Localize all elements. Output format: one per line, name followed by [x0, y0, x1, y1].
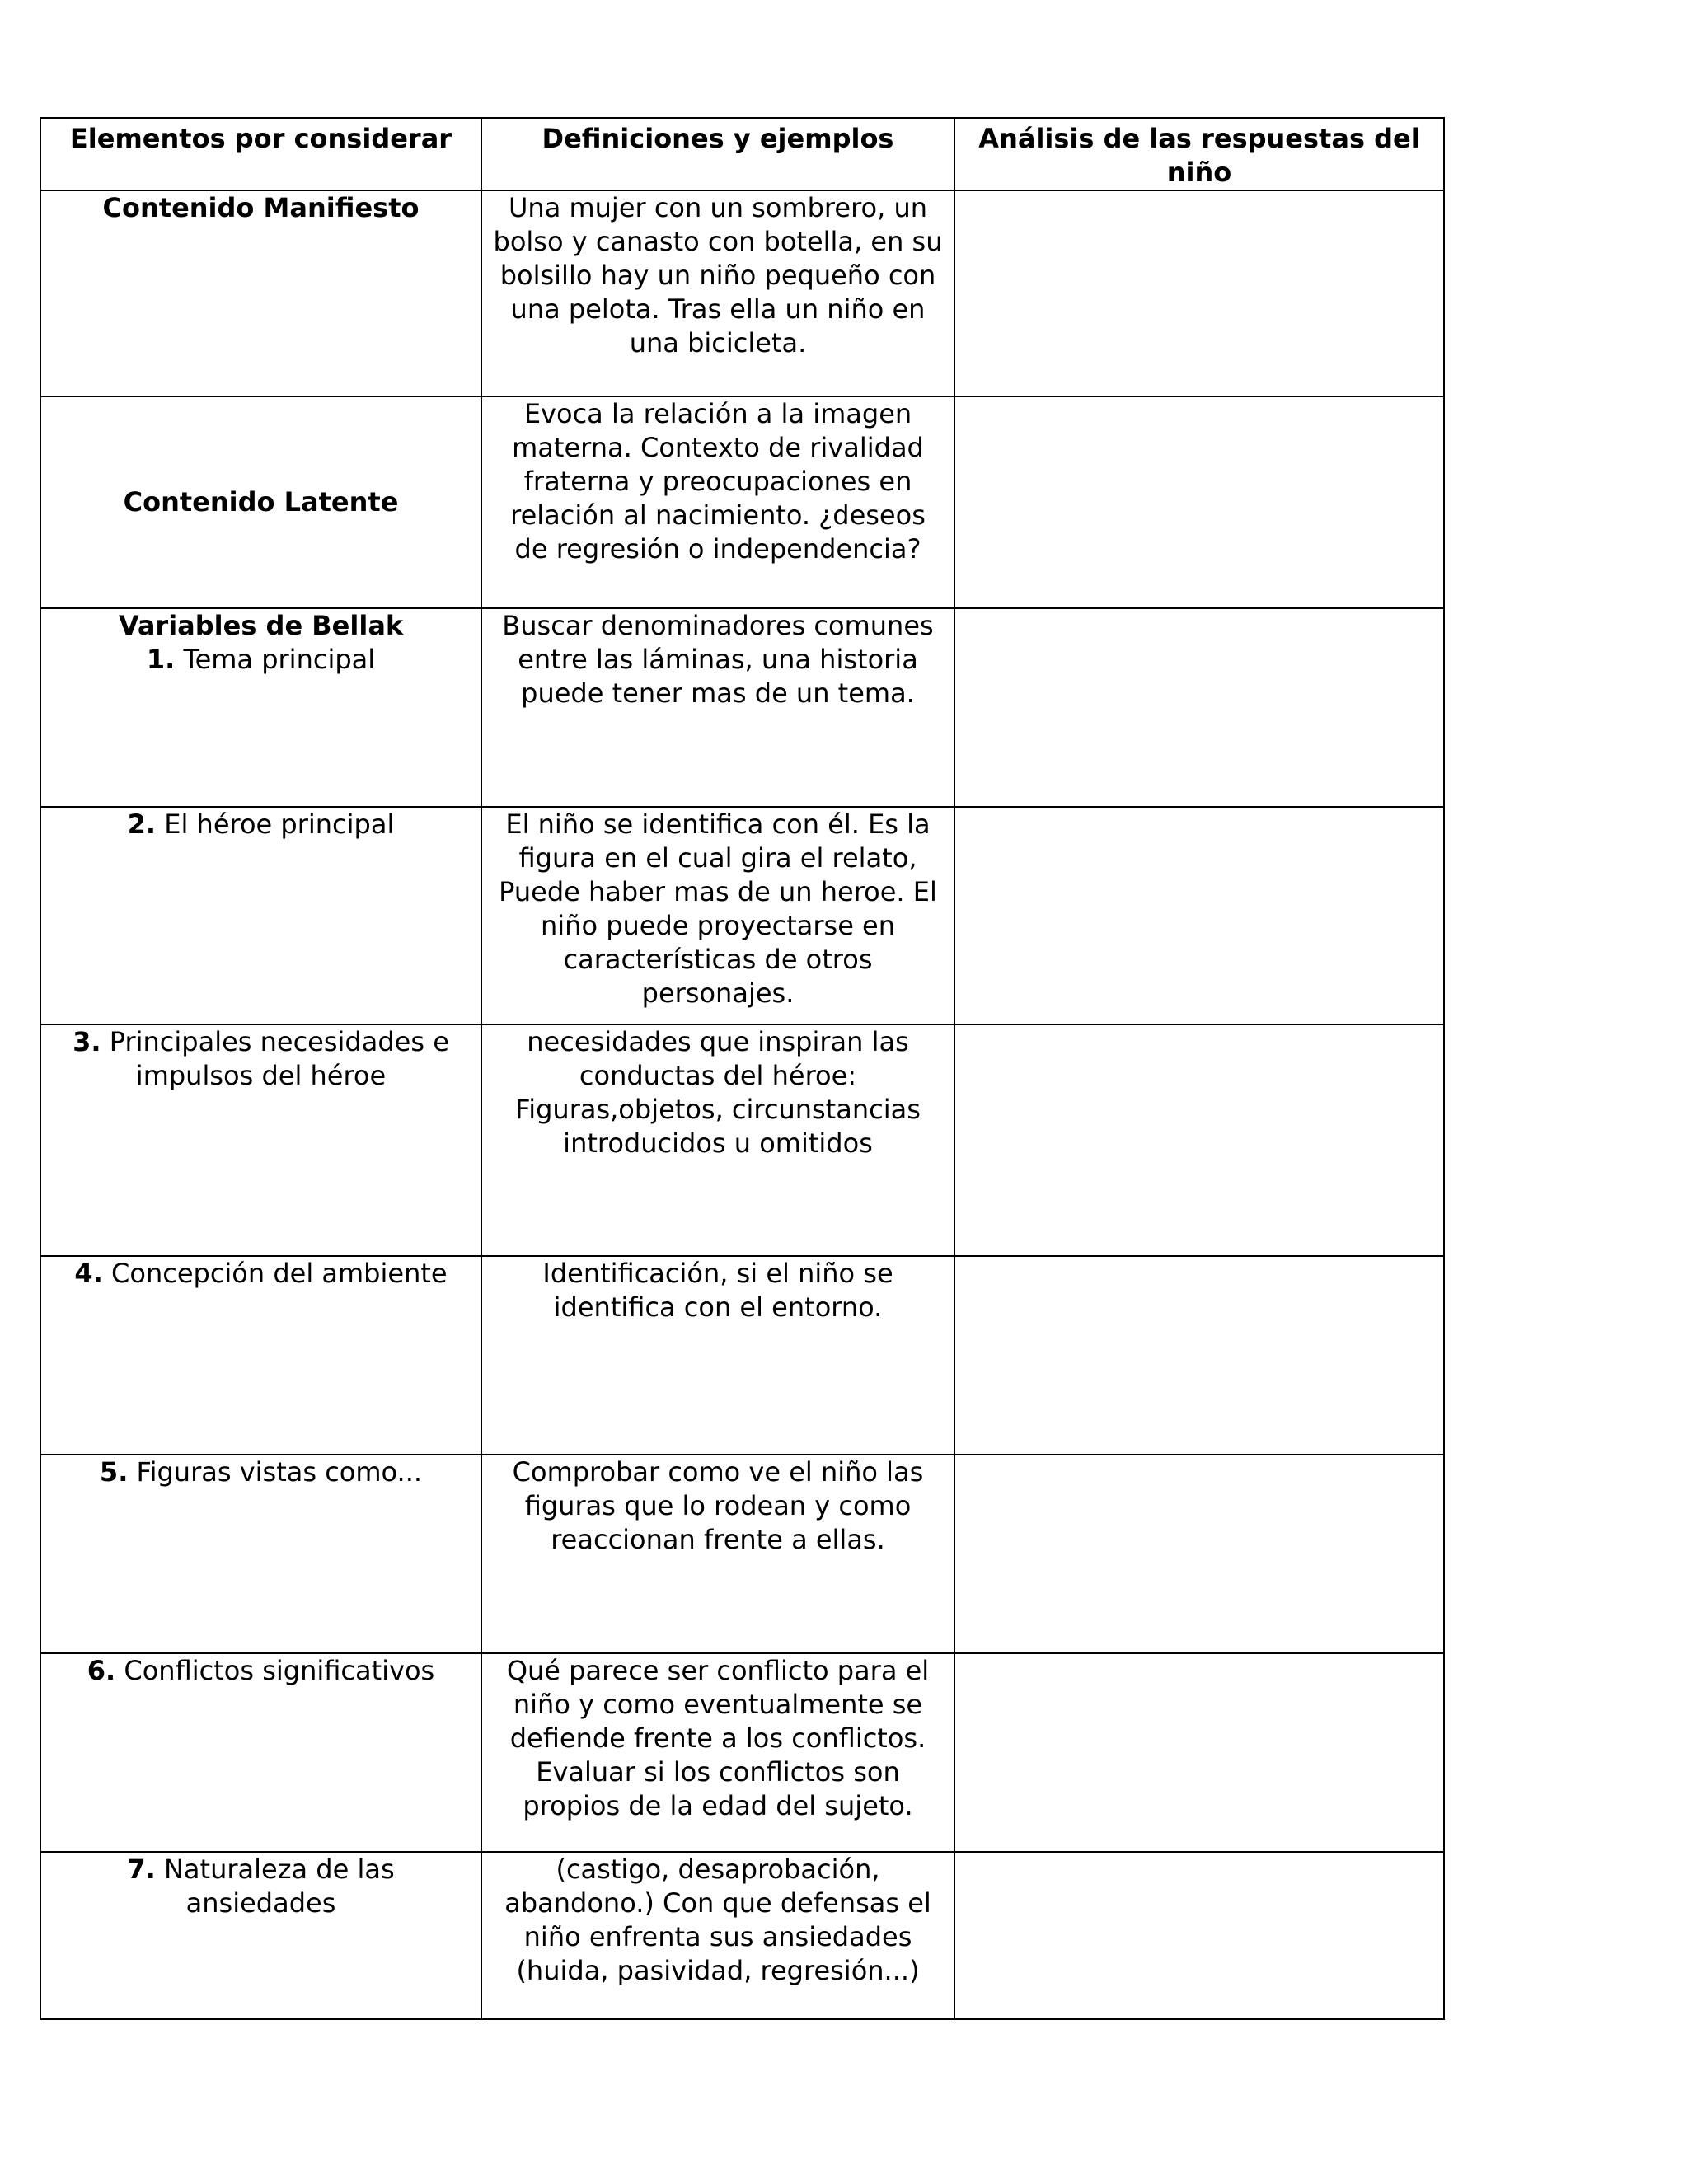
- item-number: 5.: [99, 1456, 129, 1488]
- header-analysis: Análisis de las respuestas del niño: [954, 118, 1444, 190]
- section-title: Variables de Bellak: [118, 610, 404, 641]
- element-label: Concepción del ambiente: [111, 1258, 448, 1289]
- element-cell: [40, 608, 481, 807]
- element-cell: [40, 396, 481, 608]
- element-cell: [40, 190, 481, 396]
- definition-cell: (castigo, desaprobación, abandono.) Con que defensas el niño enfrenta sus ansiedades (huida, pasividad, regresión...): [481, 1852, 954, 2019]
- element-cell: [40, 1024, 481, 1256]
- item-number: 3.: [73, 1026, 101, 1057]
- item-number: 2.: [127, 808, 157, 840]
- element-cell: [40, 1256, 481, 1455]
- item-number: 4.: [74, 1258, 103, 1289]
- analysis-cell[interactable]: [954, 1653, 1444, 1852]
- definition-cell: necesidades que inspiran las conductas del héroe: Figuras,objetos, circunstancias introducidos u omitidos: [481, 1024, 954, 1256]
- item-number: 6.: [87, 1655, 116, 1686]
- analysis-cell[interactable]: [954, 807, 1444, 1024]
- header-elements: Elementos por considerar: [40, 118, 481, 190]
- table-header-row: [40, 118, 1444, 190]
- item-number: 1.: [146, 644, 176, 675]
- evaluation-table: [40, 117, 1445, 2020]
- table-row: [40, 1653, 1444, 1852]
- header-definitions: Definiciones y ejemplos: [481, 118, 954, 190]
- analysis-cell[interactable]: [954, 1455, 1444, 1653]
- table-row: [40, 1256, 1444, 1455]
- element-label: Contenido Manifiesto: [102, 192, 420, 223]
- analysis-cell[interactable]: [954, 396, 1444, 608]
- analysis-cell[interactable]: [954, 1024, 1444, 1256]
- table-row: [40, 1455, 1444, 1653]
- table-row: [40, 608, 1444, 807]
- analysis-cell[interactable]: [954, 190, 1444, 396]
- element-cell: [40, 1653, 481, 1852]
- element-label: Contenido Latente: [123, 486, 399, 518]
- analysis-cell[interactable]: [954, 1852, 1444, 2019]
- element-label: El héroe principal: [164, 808, 395, 840]
- element-label: Principales necesidades e impulsos del héroe: [109, 1026, 449, 1091]
- element-label: Tema principal: [183, 644, 376, 675]
- table-row: [40, 807, 1444, 1024]
- definition-cell: Evoca la relación a la imagen materna. Contexto de rivalidad fraterna y preocupaciones en relación al nacimiento. ¿deseos de regresión o independencia?: [481, 396, 954, 608]
- definition-cell: Comprobar como ve el niño las figuras que lo rodean y como reaccionan frente a ellas.: [481, 1455, 954, 1653]
- item-number: 7.: [127, 1854, 156, 1885]
- definition-cell: El niño se identifica con él. Es la figura en el cual gira el relato, Puede haber mas de un heroe. El niño puede proyectarse en características de otros personajes.: [481, 807, 954, 1024]
- table-row: [40, 396, 1444, 608]
- table-row: [40, 1024, 1444, 1256]
- analysis-cell[interactable]: [954, 608, 1444, 807]
- definition-cell: Una mujer con un sombrero, un bolso y canasto con botella, en su bolsillo hay un niño pequeño con una pelota. Tras ella un niño en una bicicleta.: [481, 190, 954, 396]
- element-cell: [40, 1852, 481, 2019]
- element-label: Conflictos significativos: [124, 1655, 435, 1686]
- element-cell: [40, 1455, 481, 1653]
- definition-cell: Identificación, si el niño se identifica con el entorno.: [481, 1256, 954, 1455]
- definition-cell: Qué parece ser conflicto para el niño y como eventualmente se defiende frente a los conflictos. Evaluar si los conflictos son propios de la edad del sujeto.: [481, 1653, 954, 1852]
- analysis-cell[interactable]: [954, 1256, 1444, 1455]
- table-row: [40, 190, 1444, 396]
- element-cell: [40, 807, 481, 1024]
- element-label: Figuras vistas como...: [136, 1456, 423, 1488]
- definition-cell: Buscar denominadores comunes entre las láminas, una historia puede tener mas de un tema.: [481, 608, 954, 807]
- element-label: Naturaleza de las ansiedades: [163, 1854, 395, 1919]
- table-row: [40, 1852, 1444, 2019]
